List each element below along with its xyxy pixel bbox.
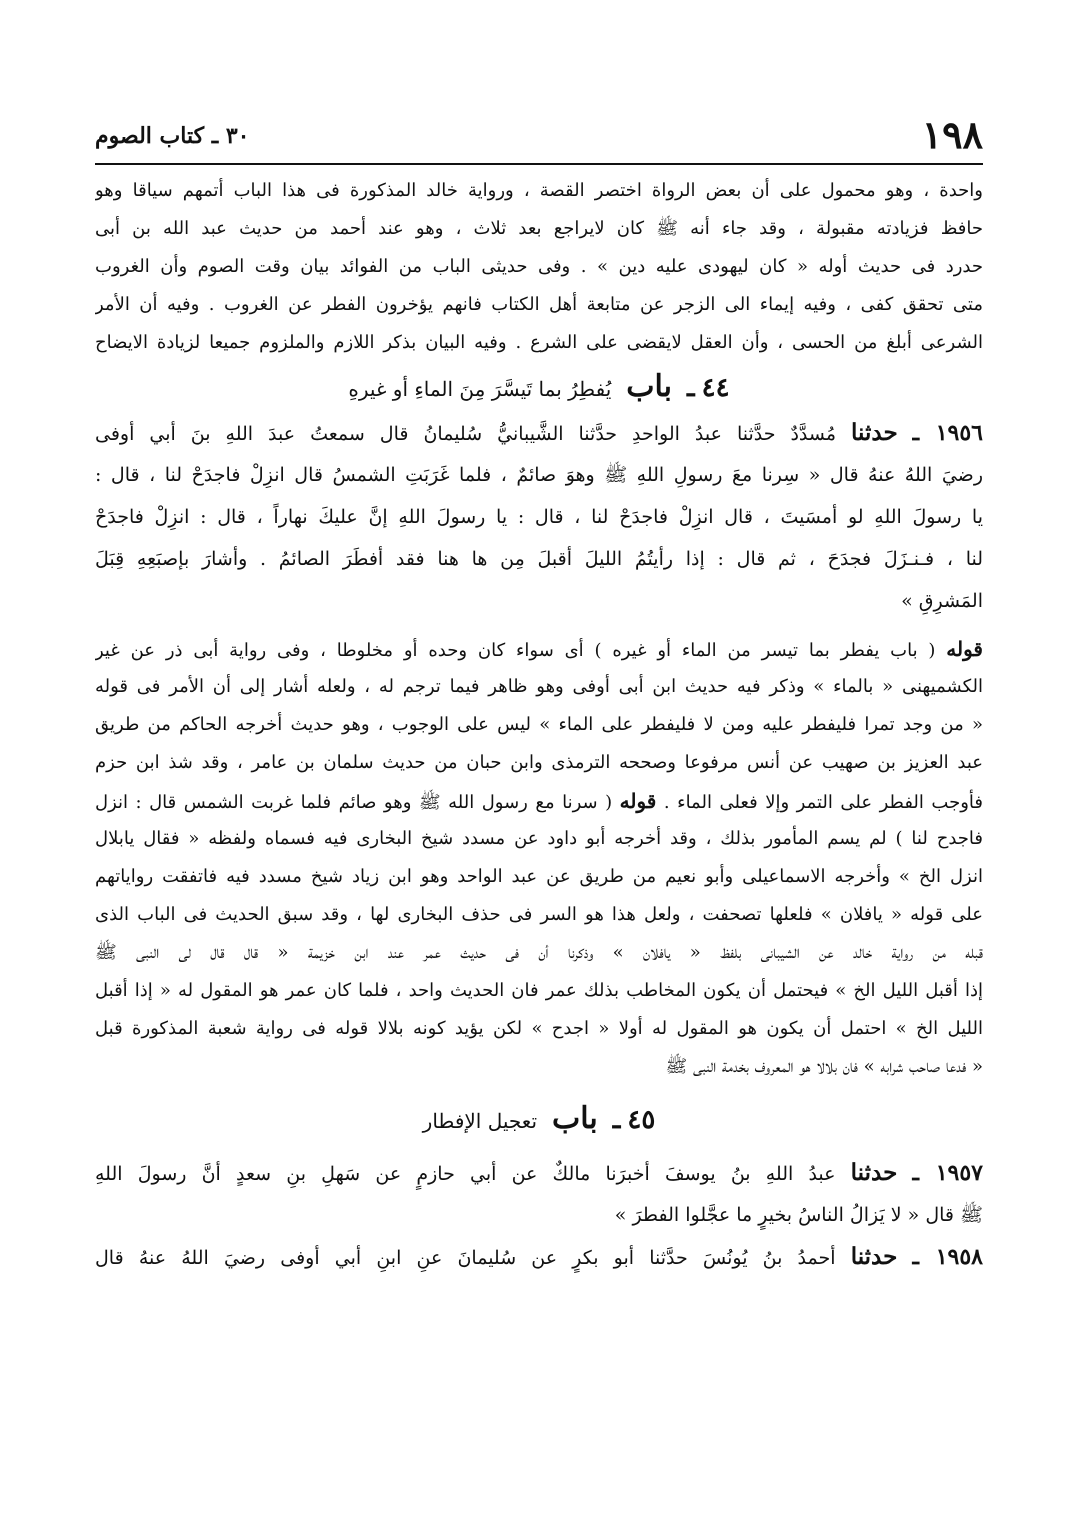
hadith-1958	[95, 1236, 983, 1278]
hadith-line: ﷺ قال « لا يَزالُ الناسُ بخيرٍ ما عجَّلوا الفطرَ »	[614, 1204, 983, 1226]
commentary-keyword: قوله	[619, 789, 657, 813]
chapter-title: يُفطِرُ بما تَيسَّرَ مِنَ الماءِ أو غيرهِ	[348, 377, 612, 401]
commentary	[95, 630, 983, 1086]
hadith-line	[95, 1236, 983, 1278]
commentary-line: عبد العزيز بن صهيب عن أنس مرفوعا وصححه الترمذى وابن حبان من حديث سلمان بن عامر ، وقد شذ ابن حزم	[95, 752, 983, 773]
chapter-heading-45	[95, 1094, 983, 1144]
hadith-keyword: حدثنا	[850, 1159, 898, 1186]
hadith-line: المَشرِقِ »	[901, 590, 983, 612]
paragraph-intro	[95, 172, 983, 362]
hadith-line: يا رسولَ اللهِ لو أمسَيتَ ، قال انزِلْ فاجدَحْ لنا ، قال : يا رسولَ اللهِ إنَّ عليكَ نهاراً ، قال : انزِلْ فاجدَحْ	[95, 506, 983, 528]
commentary-line	[95, 782, 983, 820]
hadith-number: ١٩٥٨ ـ	[912, 1244, 983, 1270]
chapter-number: ٤٤	[701, 373, 730, 403]
commentary-text: ( سرنا مع رسول الله ﷺ وهو صائم فلما غربت الشمس قال : انزل	[95, 792, 613, 813]
hadith-keyword: حدثنا	[850, 1243, 898, 1270]
commentary-line: على قوله « يافلان » فلعلها تصحفت ، ولعل هذا هو السر فى حذف البخارى لها ، وقد سبق الحديث فى الباب الذى	[95, 904, 983, 925]
text-line: حدرد فى حديث أوله « كان ليهودى عليه دين » . وفى حديثى الباب من الفوائد بيان وقت الصوم وأن الغروب	[95, 256, 983, 277]
commentary-line: إذا أقبل الليل الخ » فيحتمل أن يكون المخاطب بذلك عمر فان الحديث واحد ، فلما كان عمر هو المقول له « إذا أقبل	[95, 980, 983, 1001]
hadith-number: ١٩٥٦ ـ	[912, 420, 983, 446]
page-number: ١٩٨	[921, 112, 983, 157]
commentary-line: قبله من رواية خالد عن الشيبانى بلفظ « يافلان » وذكرنا أن فى حديث عمر عند ابن خزيمة « قال قال لى النبى ﷺ	[95, 942, 983, 963]
chapter-heading-44	[95, 362, 983, 412]
commentary-line: الكشميهنى « بالماء » وذكر فيه حديث ابن أبى أوفى وهو ظاهر فيما ترجم له ، ولعله أشار إلى أن الأمر فى قوله	[95, 676, 983, 697]
hadith-1956	[95, 412, 983, 622]
page-header	[95, 112, 983, 158]
commentary-line: « فدعا صاحب شرابه » فان بلالا هو المعروف بخدمة النبى ﷺ	[665, 1056, 983, 1077]
hadith-line: لنا ، فـنـزَلَ فجدَحَ ، ثم قال : إذا رأيتُمُ الليلَ أقبلَ مِن ها هنا فقد أفطَرَ الصائمُ . وأشارَ بإصبَعِهِ قِبَلَ	[95, 548, 983, 570]
commentary-line: « من وجد تمرا فليفطر عليه ومن لا فليفطر على الماء » ليس على الوجوب ، وهو حديث أخرجه الحاكم من طريق	[95, 714, 983, 735]
hadith-1957	[95, 1152, 983, 1236]
commentary-line: الليل الخ » احتمل أن يكون هو المقول له أولا « اجدح » لكن يؤيد كونه بلالا قوله فى رواية شعبة المذكورة قبل	[95, 1018, 983, 1039]
commentary-text: ( باب يفطر بما تيسر من الماء أو غيره ) أى سواء كان وحده أو مخلوطا ، وفى رواية أبى ذر عن غير	[95, 640, 936, 661]
text-line: واحدة ، وهو محمول على أن بعض الرواة اختصر القصة ، ورواية خالد المذكورة فى هذا الباب أتمهم سياقا وهو	[95, 180, 983, 201]
commentary-keyword: قوله	[946, 637, 983, 661]
hadith-line	[95, 412, 983, 454]
commentary-line: فاجدح لنا ) لم يسم المأمور بذلك ، وقد أخرجه أبو داود عن مسدد شيخ البخارى فيه فسماه ولفظه « فقال يابلال	[95, 828, 983, 849]
hadith-number: ١٩٥٧ ـ	[912, 1160, 983, 1186]
text-line: حافظ فزيادته مقبولة ، وقد جاء أنه ﷺ كان لايراجع بعد ثلاث ، وهو عند أحمد من حديث عبد الله بن أبى	[95, 218, 983, 239]
chapter-bab-label: باب	[626, 369, 672, 404]
commentary-line	[95, 630, 983, 668]
chapter-number: ٤٥	[627, 1105, 656, 1135]
page-content	[95, 172, 983, 1278]
hadith-line	[95, 1152, 983, 1194]
chapter-bab-label: باب	[552, 1101, 598, 1136]
chapter-title: تعجيل الإفطار	[422, 1109, 538, 1133]
running-title: ٣٠ ـ كتاب الصوم	[95, 123, 250, 149]
text-line: الشرعى أبلغ من الحسى ، وأن العقل لايقضى على الشرع . وفيه البيان بذكر اللازم والملزوم جميعا لزيادة الايضاح	[95, 332, 983, 353]
commentary-text: فأوجب الفطر على التمر وإلا فعلى الماء .	[663, 792, 983, 813]
hadith-line: رضيَ اللهُ عنهُ قال « سِرنا معَ رسولِ اللهِ ﷺ وهوَ صائمٌ ، فلما غَرَبَتِ الشمسُ قال انزِلْ فاجدَحْ لنا ، قال :	[95, 464, 983, 486]
commentary-line: انزل الخ » وأخرجه الاسماعيلى وأبو نعيم من طريق عن عبد الواحد وهو ابن زياد شيخ مسدد فيه فاتفقت رواياتهم	[95, 866, 983, 887]
hadith-text: مُسدَّدٌ حدَّثنا عبدُ الواحدِ حدَّثنا الشَّيبانيُّ سُليمانُ قال سمعتُ عبدَ اللهِ بنَ أبي أوفى	[95, 423, 837, 445]
chapter-dash: ـ	[687, 373, 695, 403]
hadith-text: عبدُ اللهِ بنُ يوسفَ أخبرَنا مالكٌ عن أبي حازمٍ عن سَهلِ بنِ سعدٍ أنَّ رسولَ اللهِ	[95, 1163, 836, 1185]
header-rule	[95, 163, 983, 165]
text-line: متى تحقق كفى ، وفيه إيماء الى الزجر عن متابعة أهل الكتاب فانهم يؤخرون الفطر عن الغروب . وفيه أن الأمر	[95, 294, 983, 315]
hadith-text: أحمدُ بنُ يُونُسَ حدَّثنا أبو بكرٍ عن سُليمانَ عنِ ابنِ أبي أوفى رضيَ اللهُ عنهُ قال	[95, 1247, 836, 1269]
hadith-keyword: حدثنا	[851, 419, 898, 446]
chapter-dash: ـ	[612, 1105, 621, 1135]
